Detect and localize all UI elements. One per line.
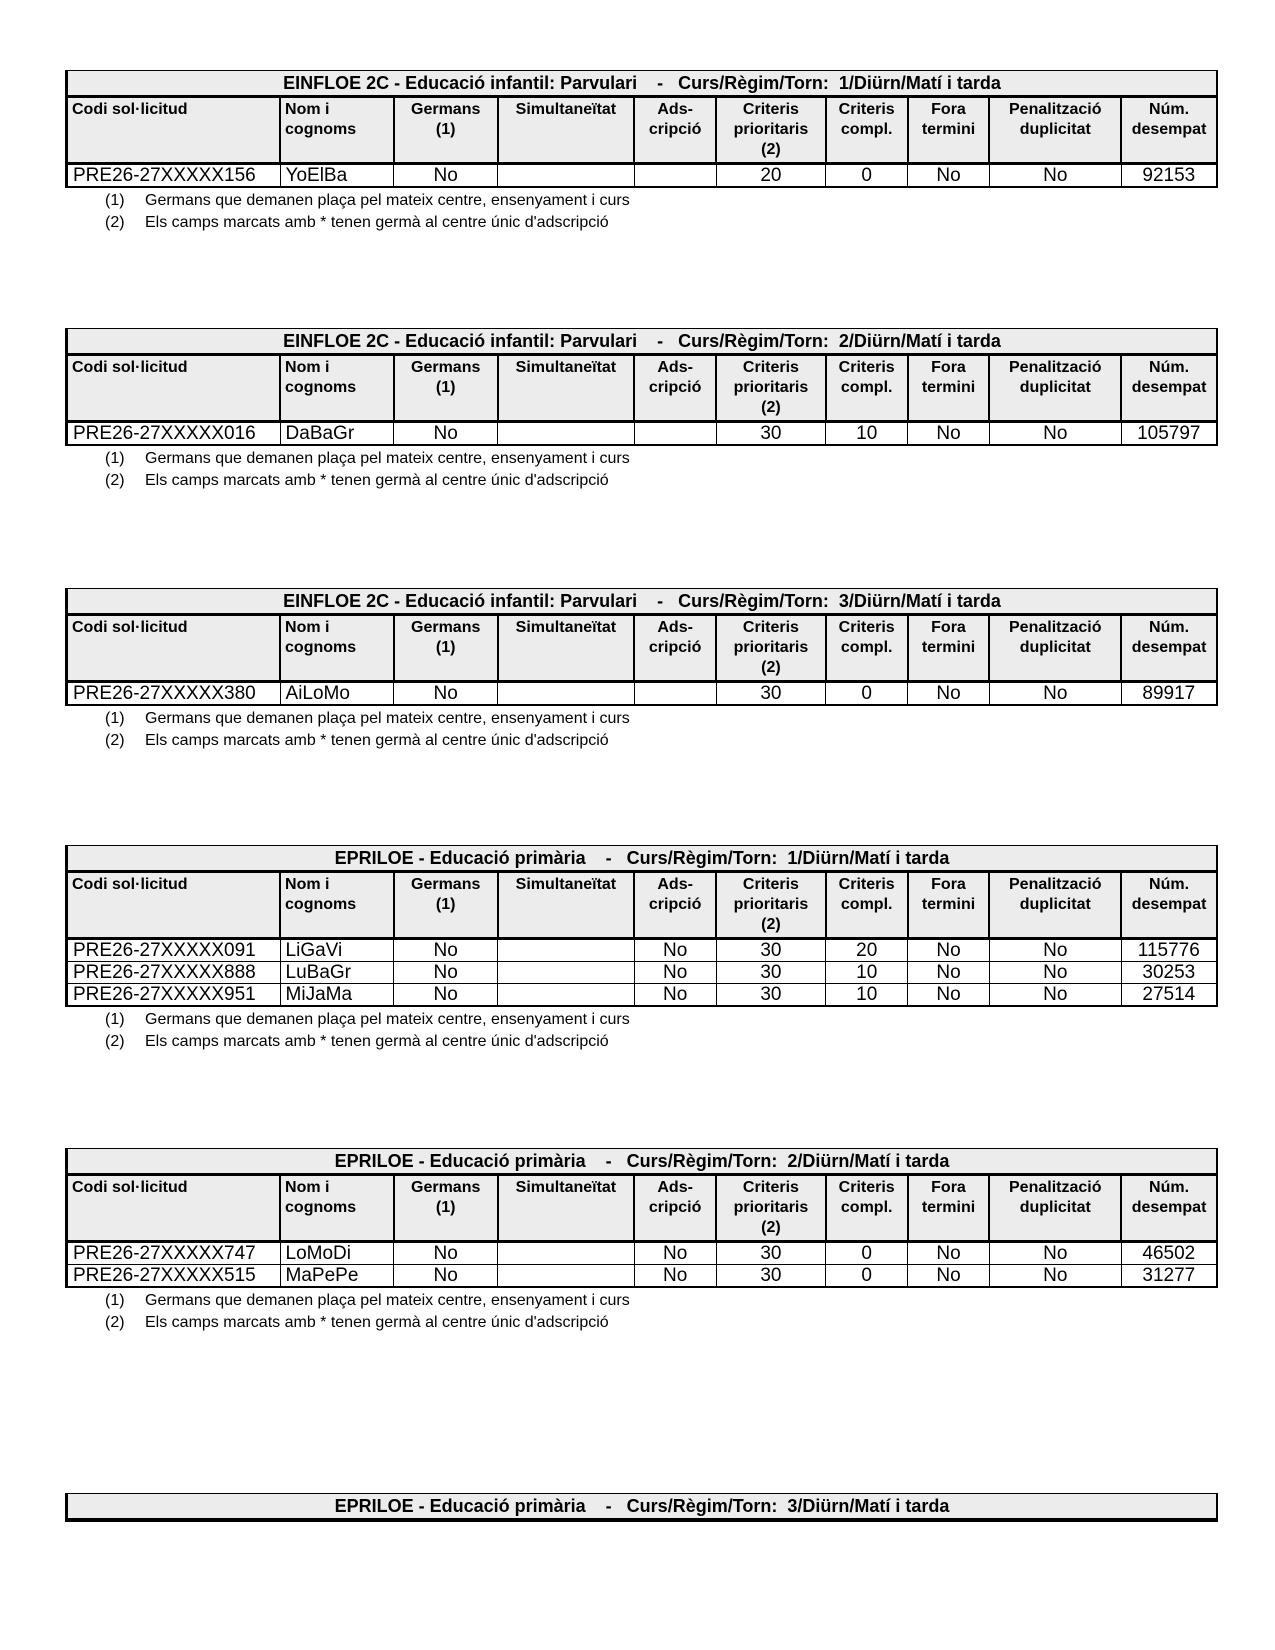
cell-codi-sollicitud: PRE26-27XXXXX747: [67, 1242, 281, 1265]
column-header-line: Nom i: [285, 1179, 330, 1196]
cell-adscripcio: [634, 682, 716, 706]
column-header-line: termini: [921, 639, 976, 656]
cell-num-desempat: 27514: [1121, 984, 1217, 1007]
footnote-text: Germans que demanen plaça pel mateix centre, ensenyament i curs: [145, 1011, 630, 1028]
column-header-adscripcio: [634, 98, 716, 164]
column-header-penalitzacio-duplicitat: [989, 616, 1121, 682]
cell-germans: No: [394, 682, 498, 706]
column-header-line: Simultaneïtat: [515, 1179, 617, 1196]
column-header-line: (1): [435, 896, 456, 913]
cell-adscripcio: No: [634, 962, 716, 984]
column-header-line: (1): [435, 121, 456, 138]
column-header-line: prioritaris: [733, 1199, 809, 1216]
cell-criteris-complementaris: 0: [826, 1242, 908, 1265]
column-header-line: Penalització: [1009, 876, 1102, 893]
column-header-line: Nom i: [285, 876, 330, 893]
report-table-5: [65, 1148, 1218, 1334]
column-header-line: Ads-: [657, 619, 693, 636]
table-body: [67, 939, 1218, 1007]
column-header-line: Núm.: [1149, 1179, 1190, 1196]
cell-simultaneitat: [498, 939, 635, 962]
column-header-line: Criteris: [742, 876, 799, 893]
column-header-line: cripció: [648, 639, 702, 656]
column-header-line: prioritaris: [733, 639, 809, 656]
cell-num-desempat: 92153: [1121, 164, 1217, 188]
column-header-line: cognoms: [285, 896, 357, 913]
column-header-fora-termini: [908, 1176, 990, 1242]
column-header-line: termini: [921, 896, 976, 913]
column-header-line: compl.: [840, 121, 893, 138]
column-header-criteris-complementaris: [826, 1176, 908, 1242]
column-header-nom-i-cognoms: [280, 98, 394, 164]
header-row: [67, 616, 1218, 682]
footnotes: [105, 708, 1218, 752]
cell-num-desempat: 105797: [1121, 422, 1217, 446]
footnote-text: Els camps marcats amb * tenen germà al centre únic d'adscripció: [145, 732, 609, 749]
column-header-line: Penalització: [1009, 1179, 1102, 1196]
table-body: [67, 1242, 1218, 1288]
column-header-line: Codi sol·licitud: [72, 359, 188, 376]
column-header-germans: [394, 873, 498, 939]
column-header-line: Nom i: [285, 619, 330, 636]
cell-adscripcio: [634, 164, 716, 188]
cell-penalitzacio-duplicitat: No: [989, 1242, 1121, 1265]
column-header-line: duplicitat: [1019, 379, 1091, 396]
table-row: [67, 984, 1218, 1007]
column-header-line: Codi sol·licitud: [72, 101, 188, 118]
column-header-line: (1): [435, 639, 456, 656]
cell-fora-termini: No: [908, 422, 990, 446]
cell-simultaneitat: [498, 962, 635, 984]
column-header-line: (2): [761, 659, 781, 676]
column-header-penalitzacio-duplicitat: [989, 873, 1121, 939]
cell-criteris-prioritaris: 30: [716, 682, 826, 706]
table-row: [67, 164, 1218, 188]
cell-criteris-prioritaris: 20: [716, 164, 826, 188]
column-header-germans: [394, 616, 498, 682]
cell-codi-sollicitud: PRE26-27XXXXX016: [67, 422, 281, 446]
footnote-number: (1): [105, 1011, 125, 1028]
column-header-line: cognoms: [285, 121, 357, 138]
column-header-line: Fora: [931, 359, 966, 376]
column-header-line: Codi sol·licitud: [72, 1179, 188, 1196]
column-header-simultaneitat: [498, 98, 635, 164]
cell-penalitzacio-duplicitat: No: [989, 422, 1121, 446]
cell-germans: No: [394, 1242, 498, 1265]
column-header-line: Nom i: [285, 359, 330, 376]
column-header-line: cripció: [648, 379, 702, 396]
column-header-num-desempat: [1121, 356, 1217, 422]
table-row: [67, 1242, 1218, 1265]
column-header-line: Criteris: [742, 359, 799, 376]
report-table-4: [65, 845, 1218, 1053]
footnote-number: (1): [105, 1292, 125, 1309]
column-header-line: compl.: [840, 379, 893, 396]
footnote-text: Els camps marcats amb * tenen germà al centre únic d'adscripció: [145, 472, 609, 489]
column-header-line: Núm.: [1149, 619, 1190, 636]
footnote-1: [105, 708, 1218, 730]
column-header-num-desempat: [1121, 98, 1217, 164]
column-header-line: Núm.: [1149, 359, 1190, 376]
footnote-number: (2): [105, 214, 125, 231]
column-header-simultaneitat: [498, 356, 635, 422]
footnote-2: [105, 1312, 1218, 1334]
footnote-1: [105, 190, 1218, 212]
column-header-line: Criteris: [742, 101, 799, 118]
column-header-criteris-prioritaris: [716, 1176, 826, 1242]
column-header-line: Criteris: [838, 876, 895, 893]
column-header-line: Germans: [411, 876, 481, 893]
column-header-penalitzacio-duplicitat: [989, 1176, 1121, 1242]
column-header-line: Núm.: [1149, 101, 1190, 118]
column-header-line: Simultaneïtat: [515, 876, 617, 893]
cell-adscripcio: No: [634, 939, 716, 962]
footnote-text: Germans que demanen plaça pel mateix centre, ensenyament i curs: [145, 710, 630, 727]
report-table-2: [65, 328, 1218, 492]
cell-fora-termini: No: [908, 962, 990, 984]
cell-codi-sollicitud: PRE26-27XXXXX888: [67, 962, 281, 984]
table-row: [67, 682, 1218, 706]
footnote-2: [105, 470, 1218, 492]
footnotes: [105, 1009, 1218, 1053]
footnotes: [105, 1290, 1218, 1334]
footnote-text: Germans que demanen plaça pel mateix centre, ensenyament i curs: [145, 450, 630, 467]
footnote-2: [105, 730, 1218, 752]
footnote-2: [105, 212, 1218, 234]
column-header-fora-termini: [908, 98, 990, 164]
column-header-num-desempat: [1121, 1176, 1217, 1242]
column-header-line: Ads-: [657, 1179, 693, 1196]
column-header-criteris-complementaris: [826, 356, 908, 422]
footnote-text: Els camps marcats amb * tenen germà al centre únic d'adscripció: [145, 1033, 609, 1050]
column-header-line: Criteris: [838, 359, 895, 376]
footnote-text: Els camps marcats amb * tenen germà al centre únic d'adscripció: [145, 1314, 609, 1331]
cell-criteris-prioritaris: 30: [716, 422, 826, 446]
column-header-line: cognoms: [285, 1199, 357, 1216]
table-row: [67, 962, 1218, 984]
footnote-text: Germans que demanen plaça pel mateix centre, ensenyament i curs: [145, 1292, 630, 1309]
footnotes: [105, 190, 1218, 234]
cell-nom-i-cognoms: MaPePe: [280, 1265, 394, 1288]
cell-simultaneitat: [498, 422, 635, 446]
column-header-penalitzacio-duplicitat: [989, 98, 1121, 164]
cell-penalitzacio-duplicitat: No: [989, 682, 1121, 706]
column-header-codi-sollicitud: [67, 616, 281, 682]
column-header-line: desempat: [1131, 379, 1207, 396]
cell-simultaneitat: [498, 1242, 635, 1265]
column-header-line: cripció: [648, 121, 702, 138]
column-header-line: Codi sol·licitud: [72, 619, 188, 636]
footnote-text: Germans que demanen plaça pel mateix centre, ensenyament i curs: [145, 192, 630, 209]
table-title: EPRILOE - Educació primària - Curs/Règim/Torn: 2/Diürn/Matí i tarda: [65, 1148, 1218, 1176]
cell-penalitzacio-duplicitat: No: [989, 939, 1121, 962]
footnote-1: [105, 1009, 1218, 1031]
column-header-line: Germans: [411, 619, 481, 636]
column-header-line: prioritaris: [733, 121, 809, 138]
column-header-line: cognoms: [285, 379, 357, 396]
column-header-fora-termini: [908, 356, 990, 422]
column-header-line: Penalització: [1009, 359, 1102, 376]
footnote-2: [105, 1031, 1218, 1053]
cell-adscripcio: No: [634, 984, 716, 1007]
column-header-line: compl.: [840, 1199, 893, 1216]
cell-num-desempat: 30253: [1121, 962, 1217, 984]
footnote-number: (1): [105, 450, 125, 467]
column-header-line: Ads-: [657, 359, 693, 376]
cell-penalitzacio-duplicitat: No: [989, 164, 1121, 188]
cell-nom-i-cognoms: AiLoMo: [280, 682, 394, 706]
column-header-line: termini: [921, 121, 976, 138]
cell-criteris-prioritaris: 30: [716, 1242, 826, 1265]
cell-germans: No: [394, 422, 498, 446]
cell-penalitzacio-duplicitat: No: [989, 1265, 1121, 1288]
table-title: EPRILOE - Educació primària - Curs/Règim/Torn: 3/Diürn/Matí i tarda: [65, 1493, 1218, 1522]
column-header-line: Nom i: [285, 101, 330, 118]
table-body: [67, 682, 1218, 706]
column-header-line: Penalització: [1009, 619, 1102, 636]
column-header-line: Criteris: [838, 1179, 895, 1196]
column-header-fora-termini: [908, 873, 990, 939]
table-title: EINFLOE 2C - Educació infantil: Parvulari - Curs/Règim/Torn: 1/Diürn/Matí i tarda: [65, 70, 1218, 98]
column-header-criteris-prioritaris: [716, 873, 826, 939]
report-table-3: [65, 588, 1218, 752]
column-header-criteris-complementaris: [826, 616, 908, 682]
cell-criteris-complementaris: 0: [826, 164, 908, 188]
cell-criteris-complementaris: 10: [826, 984, 908, 1007]
cell-nom-i-cognoms: LiGaVi: [280, 939, 394, 962]
column-header-adscripcio: [634, 1176, 716, 1242]
cell-codi-sollicitud: PRE26-27XXXXX515: [67, 1265, 281, 1288]
column-header-fora-termini: [908, 616, 990, 682]
column-header-line: Fora: [931, 876, 966, 893]
column-header-line: termini: [921, 1199, 976, 1216]
footnote-1: [105, 1290, 1218, 1312]
column-header-line: prioritaris: [733, 379, 809, 396]
column-header-line: Germans: [411, 1179, 481, 1196]
footnote-number: (2): [105, 1033, 125, 1050]
column-header-line: cognoms: [285, 639, 357, 656]
cell-num-desempat: 31277: [1121, 1265, 1217, 1288]
column-header-codi-sollicitud: [67, 873, 281, 939]
column-header-line: duplicitat: [1019, 896, 1091, 913]
column-header-line: Núm.: [1149, 876, 1190, 893]
cell-germans: No: [394, 984, 498, 1007]
cell-criteris-complementaris: 0: [826, 682, 908, 706]
column-header-line: (1): [435, 1199, 456, 1216]
cell-adscripcio: No: [634, 1265, 716, 1288]
column-header-germans: [394, 356, 498, 422]
table-title: EINFLOE 2C - Educació infantil: Parvulari - Curs/Règim/Torn: 3/Diürn/Matí i tarda: [65, 588, 1218, 616]
column-header-num-desempat: [1121, 616, 1217, 682]
column-header-line: (1): [435, 379, 456, 396]
cell-nom-i-cognoms: MiJaMa: [280, 984, 394, 1007]
column-header-criteris-prioritaris: [716, 356, 826, 422]
footnotes: [105, 448, 1218, 492]
data-grid: [65, 356, 1218, 446]
column-header-line: Penalització: [1009, 101, 1102, 118]
table-body: [67, 164, 1218, 188]
column-header-germans: [394, 1176, 498, 1242]
column-header-line: desempat: [1131, 1199, 1207, 1216]
column-header-adscripcio: [634, 616, 716, 682]
table-title: EINFLOE 2C - Educació infantil: Parvulari - Curs/Règim/Torn: 2/Diürn/Matí i tarda: [65, 328, 1218, 356]
cell-simultaneitat: [498, 682, 635, 706]
column-header-line: (2): [761, 141, 781, 158]
column-header-line: compl.: [840, 896, 893, 913]
column-header-simultaneitat: [498, 616, 635, 682]
column-header-line: Criteris: [742, 619, 799, 636]
column-header-adscripcio: [634, 873, 716, 939]
footnote-1: [105, 448, 1218, 470]
header-row: [67, 873, 1218, 939]
column-header-line: Criteris: [838, 101, 895, 118]
column-header-nom-i-cognoms: [280, 616, 394, 682]
column-header-simultaneitat: [498, 873, 635, 939]
cell-criteris-complementaris: 20: [826, 939, 908, 962]
footnote-number: (2): [105, 732, 125, 749]
column-header-line: Germans: [411, 101, 481, 118]
data-grid: [65, 873, 1218, 1007]
column-header-adscripcio: [634, 356, 716, 422]
column-header-line: (2): [761, 399, 781, 416]
column-header-criteris-prioritaris: [716, 98, 826, 164]
column-header-line: cripció: [648, 896, 702, 913]
column-header-line: compl.: [840, 639, 893, 656]
column-header-line: (2): [761, 1219, 781, 1236]
cell-fora-termini: No: [908, 984, 990, 1007]
table-title: EPRILOE - Educació primària - Curs/Règim/Torn: 1/Diürn/Matí i tarda: [65, 845, 1218, 873]
column-header-line: desempat: [1131, 639, 1207, 656]
cell-nom-i-cognoms: LuBaGr: [280, 962, 394, 984]
column-header-line: cripció: [648, 1199, 702, 1216]
column-header-codi-sollicitud: [67, 98, 281, 164]
cell-fora-termini: No: [908, 939, 990, 962]
column-header-line: Fora: [931, 619, 966, 636]
cell-num-desempat: 46502: [1121, 1242, 1217, 1265]
column-header-criteris-complementaris: [826, 873, 908, 939]
cell-nom-i-cognoms: DaBaGr: [280, 422, 394, 446]
cell-germans: No: [394, 962, 498, 984]
cell-penalitzacio-duplicitat: No: [989, 962, 1121, 984]
column-header-num-desempat: [1121, 873, 1217, 939]
column-header-codi-sollicitud: [67, 1176, 281, 1242]
column-header-line: Simultaneïtat: [515, 101, 617, 118]
cell-simultaneitat: [498, 164, 635, 188]
cell-fora-termini: No: [908, 1265, 990, 1288]
column-header-criteris-prioritaris: [716, 616, 826, 682]
table-row: [67, 422, 1218, 446]
column-header-penalitzacio-duplicitat: [989, 356, 1121, 422]
cell-criteris-prioritaris: 30: [716, 962, 826, 984]
cell-num-desempat: 115776: [1121, 939, 1217, 962]
cell-germans: No: [394, 939, 498, 962]
footnote-number: (2): [105, 1314, 125, 1331]
column-header-line: Germans: [411, 359, 481, 376]
cell-germans: No: [394, 164, 498, 188]
cell-simultaneitat: [498, 1265, 635, 1288]
column-header-nom-i-cognoms: [280, 1176, 394, 1242]
column-header-line: Simultaneïtat: [515, 619, 617, 636]
report-table-1: [65, 70, 1218, 234]
column-header-line: termini: [921, 379, 976, 396]
column-header-line: duplicitat: [1019, 1199, 1091, 1216]
data-grid: [65, 1176, 1218, 1288]
table-row: [67, 1265, 1218, 1288]
column-header-line: Criteris: [742, 1179, 799, 1196]
cell-codi-sollicitud: PRE26-27XXXXX380: [67, 682, 281, 706]
column-header-line: desempat: [1131, 896, 1207, 913]
cell-criteris-complementaris: 10: [826, 422, 908, 446]
data-grid: [65, 98, 1218, 188]
cell-penalitzacio-duplicitat: No: [989, 984, 1121, 1007]
cell-codi-sollicitud: PRE26-27XXXXX951: [67, 984, 281, 1007]
cell-criteris-prioritaris: 30: [716, 984, 826, 1007]
cell-num-desempat: 89917: [1121, 682, 1217, 706]
cell-germans: No: [394, 1265, 498, 1288]
column-header-line: Ads-: [657, 876, 693, 893]
header-row: [67, 1176, 1218, 1242]
cell-simultaneitat: [498, 984, 635, 1007]
column-header-line: duplicitat: [1019, 639, 1091, 656]
column-header-nom-i-cognoms: [280, 356, 394, 422]
footnote-number: (1): [105, 192, 125, 209]
column-header-line: Fora: [931, 1179, 966, 1196]
column-header-line: Criteris: [838, 619, 895, 636]
column-header-nom-i-cognoms: [280, 873, 394, 939]
table-row: [67, 939, 1218, 962]
header-row: [67, 356, 1218, 422]
cell-nom-i-cognoms: LoMoDi: [280, 1242, 394, 1265]
column-header-germans: [394, 98, 498, 164]
cell-fora-termini: No: [908, 164, 990, 188]
column-header-line: Ads-: [657, 101, 693, 118]
column-header-line: Fora: [931, 101, 966, 118]
column-header-line: duplicitat: [1019, 121, 1091, 138]
cell-adscripcio: [634, 422, 716, 446]
column-header-line: desempat: [1131, 121, 1207, 138]
cell-criteris-prioritaris: 30: [716, 1265, 826, 1288]
column-header-codi-sollicitud: [67, 356, 281, 422]
column-header-simultaneitat: [498, 1176, 635, 1242]
footnote-number: (2): [105, 472, 125, 489]
column-header-line: Codi sol·licitud: [72, 876, 188, 893]
cell-codi-sollicitud: PRE26-27XXXXX156: [67, 164, 281, 188]
column-header-line: (2): [761, 916, 781, 933]
header-row: [67, 98, 1218, 164]
report-table-6: [65, 1493, 1218, 1522]
cell-codi-sollicitud: PRE26-27XXXXX091: [67, 939, 281, 962]
footnote-text: Els camps marcats amb * tenen germà al centre únic d'adscripció: [145, 214, 609, 231]
data-grid: [65, 616, 1218, 706]
cell-fora-termini: No: [908, 682, 990, 706]
cell-criteris-complementaris: 0: [826, 1265, 908, 1288]
table-body: [67, 422, 1218, 446]
cell-fora-termini: No: [908, 1242, 990, 1265]
column-header-line: Simultaneïtat: [515, 359, 617, 376]
cell-nom-i-cognoms: YoElBa: [280, 164, 394, 188]
cell-criteris-prioritaris: 30: [716, 939, 826, 962]
column-header-criteris-complementaris: [826, 98, 908, 164]
footnote-number: (1): [105, 710, 125, 727]
cell-adscripcio: No: [634, 1242, 716, 1265]
column-header-line: prioritaris: [733, 896, 809, 913]
cell-criteris-complementaris: 10: [826, 962, 908, 984]
